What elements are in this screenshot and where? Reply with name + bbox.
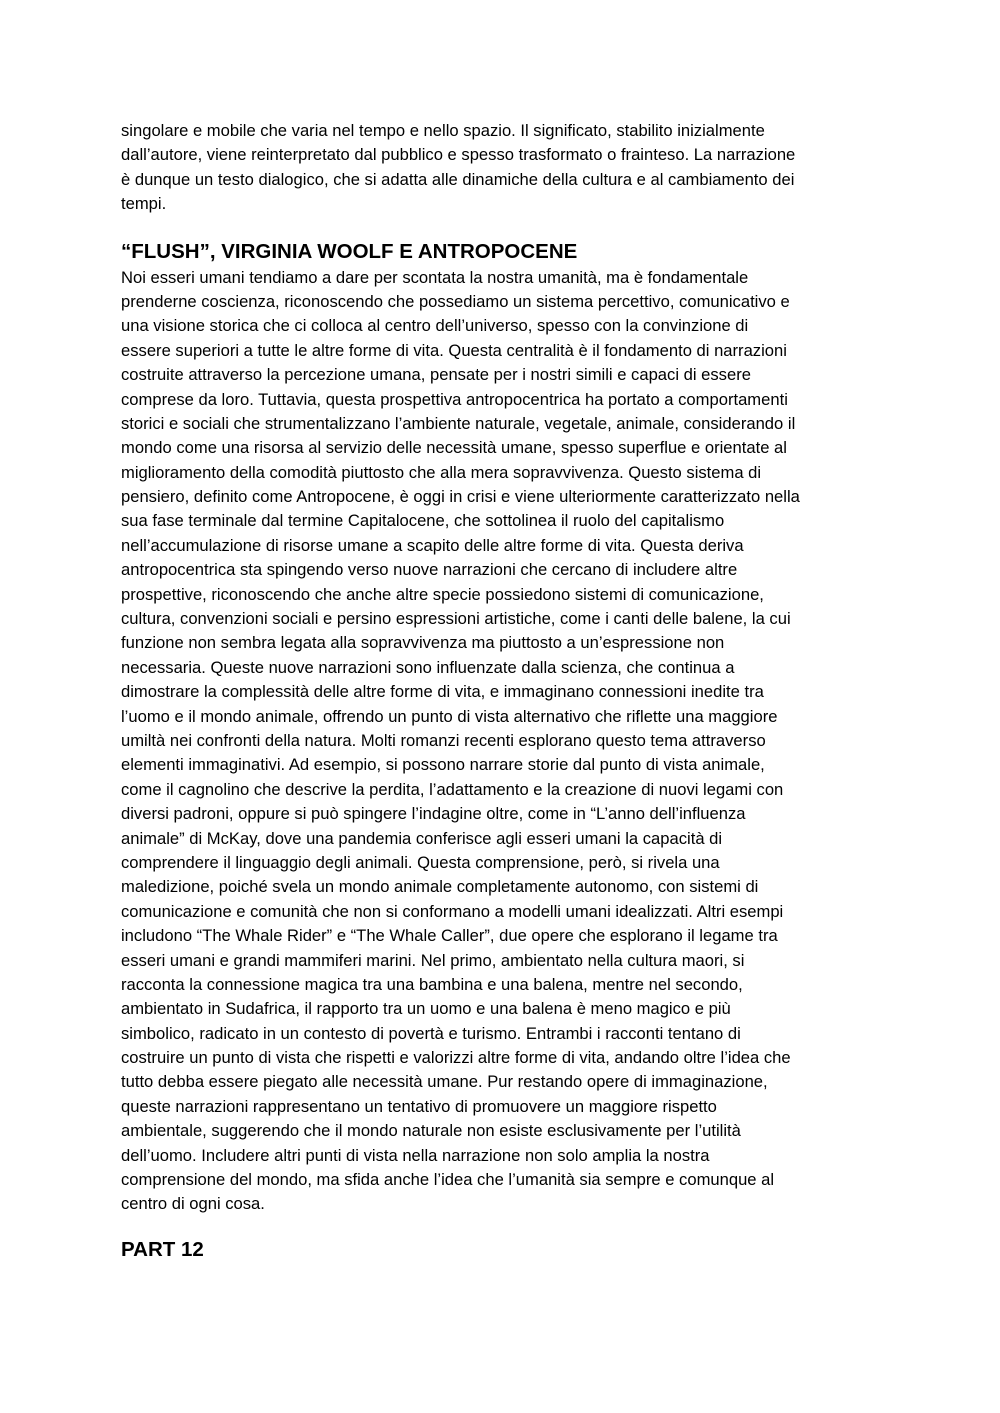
text-line: è dunque un testo dialogico, che si adatta alle dinamiche della cultura e al cambiamento dei	[121, 169, 795, 189]
text-line: cultura, convenzioni sociali e persino espressioni artistiche, come i canti delle balene, la cui	[121, 609, 791, 629]
text-line: l’uomo e il mondo animale, offrendo un punto di vista alternativo che riflette una maggiore	[121, 706, 778, 726]
text-line: una visione storica che ci colloca al centro dell’universo, spesso con la convinzione di	[121, 316, 749, 336]
text-line: costruire un punto di vista che rispetti e valorizzi altre forme di vita, andando oltre l’idea che	[121, 1048, 791, 1068]
text-line: funzione non sembra legata alla sopravvivenza ma piuttosto a un’espressione non	[121, 633, 725, 653]
text-line: racconta la connessione magica tra una bambina e una balena, mentre nel secondo,	[121, 974, 743, 994]
text-line: prospettive, riconoscendo che anche altre specie possiedono sistemi di comunicazione,	[121, 584, 764, 604]
text-line: comprese da loro. Tuttavia, questa prospettiva antropocentrica ha portato a comportamenti	[121, 389, 788, 409]
part-heading: PART 12	[121, 1237, 204, 1261]
text-line: animale” di McKay, dove una pandemia conferisce agli esseri umani la capacità di	[121, 828, 723, 848]
text-line: queste narrazioni rappresentano un tentativo di promuovere un maggiore rispetto	[121, 1096, 717, 1116]
text-line: essere superiori a tutte le altre forme di vita. Questa centralità è il fondamento di narrazioni	[121, 340, 787, 360]
text-line: simbolico, radicato in un contesto di povertà e turismo. Entrambi i racconti tentano di	[121, 1023, 741, 1043]
text-line: dell’uomo. Includere altri punti di vista nella narrazione non solo amplia la nostra	[121, 1145, 710, 1165]
text-line: pensiero, definito come Antropocene, è oggi in crisi e viene ulteriormente caratterizzato nella	[121, 487, 800, 507]
text-line: elementi immaginativi. Ad esempio, si possono narrare storie dal punto di vista animale,	[121, 755, 765, 775]
section-heading: “FLUSH”, VIRGINIA WOOLF E ANTROPOCENE	[121, 239, 578, 263]
text-line: esseri umani e grandi mammiferi marini. Nel primo, ambientato nella cultura maori, si	[121, 950, 745, 970]
text-line: necessaria. Queste nuove narrazioni sono influenzate dalla scienza, che continua a	[121, 657, 735, 677]
text-line: maledizione, poiché svela un mondo animale completamente autonomo, con sistemi di	[121, 877, 759, 897]
text-line: singolare e mobile che varia nel tempo e nello spazio. Il significato, stabilito inizialmente	[121, 121, 765, 140]
text-line: come il cagnolino che descrive la perdita, l’adattamento e la creazione di nuovi legami con	[121, 779, 784, 799]
text-line: dimostrare la complessità delle altre forme di vita, e immaginano connessioni inedite tra	[121, 682, 764, 702]
text-line: mondo come una risorsa al servizio delle necessità umane, spesso superflue e orientate al	[121, 438, 787, 458]
text-line: Noi esseri umani tendiamo a dare per scontata la nostra umanità, ma è fondamentale	[121, 267, 749, 287]
text-line: tempi.	[121, 194, 167, 214]
text-line: ambientato in Sudafrica, il rapporto tra un uomo e una balena è meno magico e più	[121, 999, 731, 1019]
text-line: umiltà nei confronti della natura. Molti romanzi recenti esplorano questo tema attraverso	[121, 730, 766, 750]
text-line: comprendere il linguaggio degli animali. Questa comprensione, però, si rivela una	[121, 852, 720, 872]
text-line: comunicazione e comunità che non si conformano a modelli umani idealizzati. Altri esempi	[121, 901, 784, 921]
text-line: prenderne coscienza, riconoscendo che possediamo un sistema percettivo, comunicativo e	[121, 291, 790, 311]
text-line: tutto debba essere piegato alle necessità umane. Pur restando opere di immaginazione,	[121, 1072, 768, 1092]
text-line: ambientale, suggerendo che il mondo naturale non esiste esclusivamente per l’utilità	[121, 1121, 741, 1141]
text-line: dall’autore, viene reinterpretato dal pubblico e spesso trasformato o frainteso. La narrazione	[121, 145, 796, 165]
text-line: nell’accumulazione di risorse umane a scapito delle altre forme di vita. Questa deriva	[121, 535, 744, 555]
text-line: miglioramento della comodità piuttosto che alla mera sopravvivenza. Questo sistema di	[121, 462, 762, 482]
text-line: centro di ogni cosa.	[121, 1194, 265, 1214]
intro-paragraph	[121, 119, 881, 217]
text-line: sua fase terminale dal termine Capitalocene, che sottolinea il ruolo del capitalismo	[121, 511, 725, 531]
document-page	[121, 119, 881, 1263]
section-paragraph	[121, 266, 881, 1217]
text-line: diversi padroni, oppure si può spingere l’indagine oltre, come in “L’anno dell’influenza	[121, 804, 746, 824]
text-line: antropocentrica sta spingendo verso nuove narrazioni che cercano di includere altre	[121, 560, 738, 580]
text-line: comprensione del mondo, ma sfida anche l’idea che l’umanità sia sempre e comunque al	[121, 1170, 775, 1190]
text-line: includono “The Whale Rider” e “The Whale Caller”, due opere che esplorano il legame tra	[121, 926, 778, 946]
text-line: costruite attraverso la percezione umana, pensate per i nostri simili e capaci di essere	[121, 365, 751, 385]
text-line: storici e sociali che strumentalizzano l’ambiente naturale, vegetale, animale, considerando il	[121, 413, 796, 433]
